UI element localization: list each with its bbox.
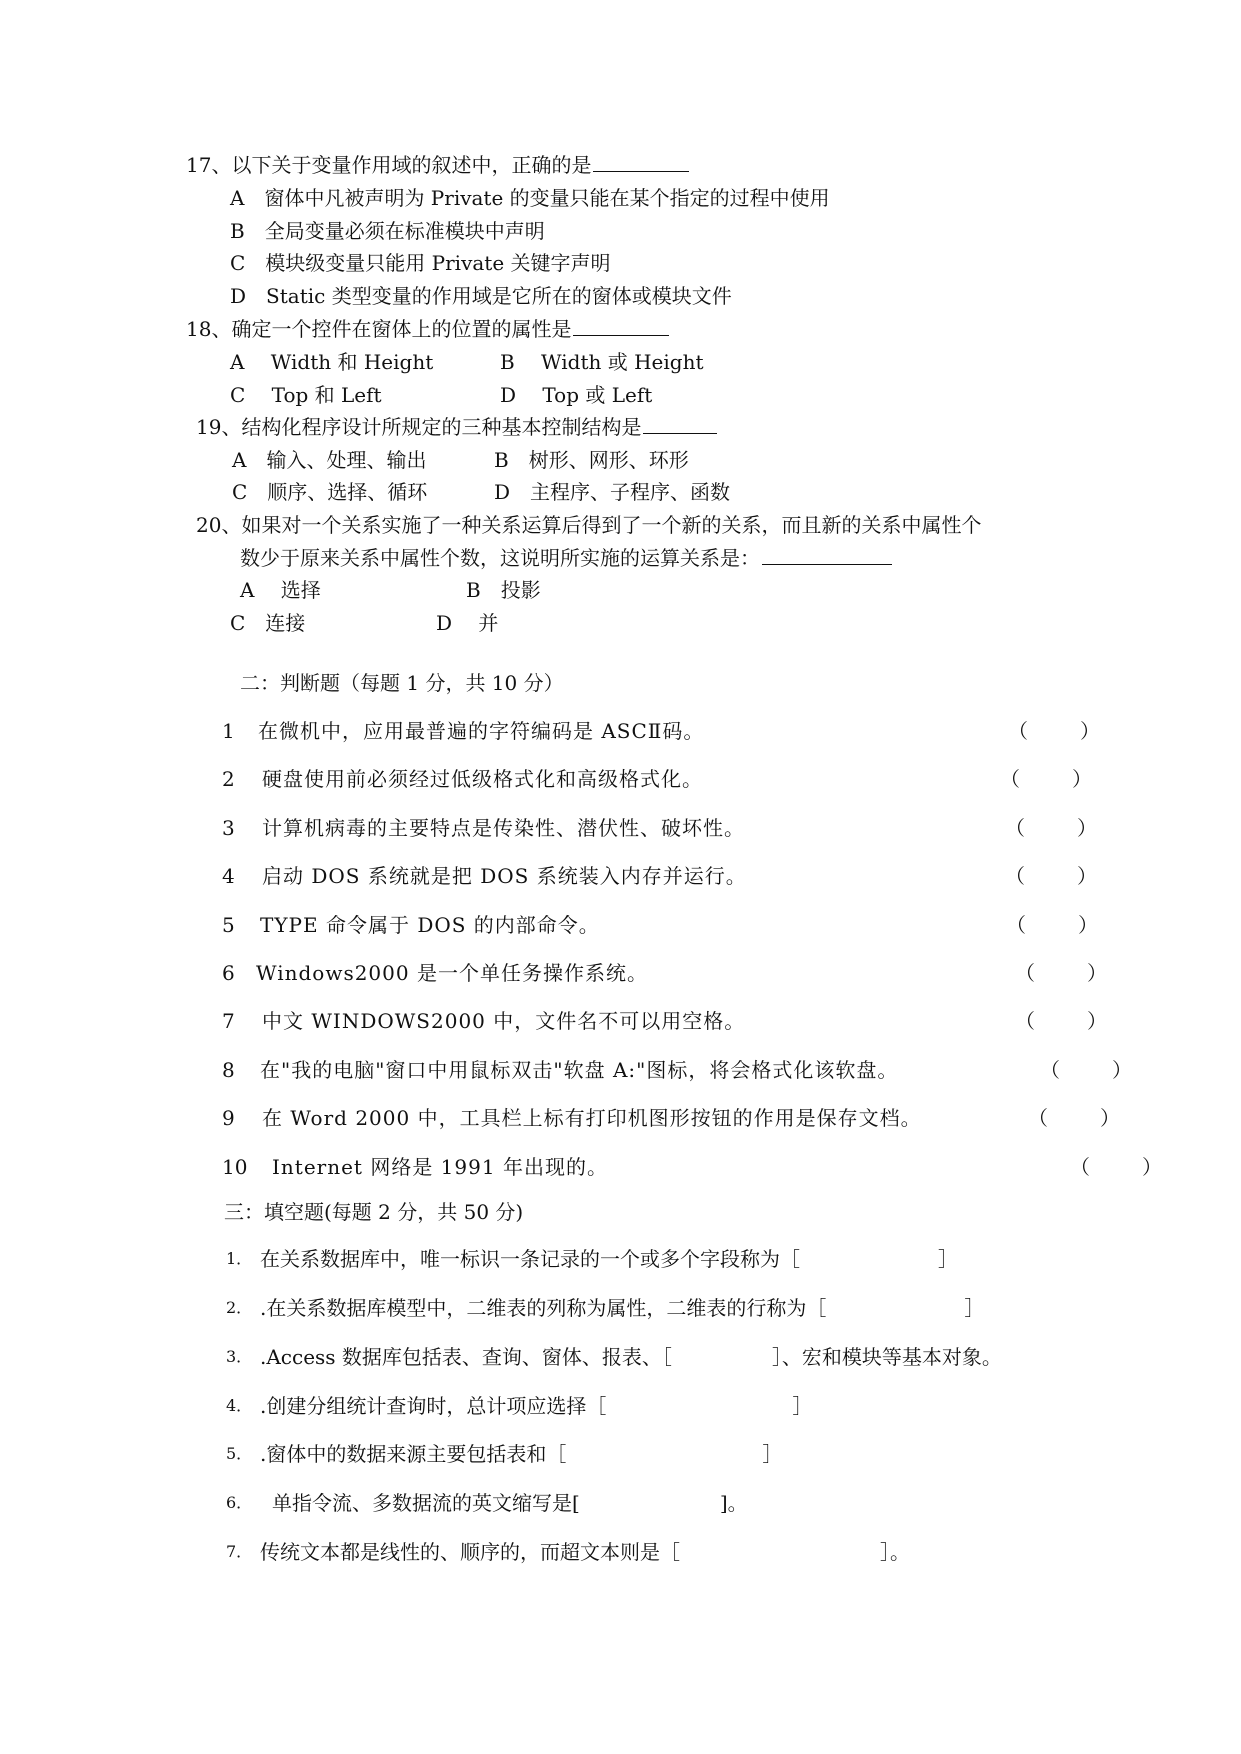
question-20-stem-line2	[240, 545, 892, 571]
answer-blank	[573, 317, 669, 336]
item-number: 1	[222, 719, 235, 743]
fill-text-after: ］。	[880, 1540, 910, 1564]
answer-blank	[643, 415, 717, 434]
item-number: 3	[222, 816, 235, 840]
answer-paren-close: ）	[1072, 767, 1092, 791]
fill-number: 3．	[226, 1347, 253, 1366]
option-18-c: C Top 和 Left	[230, 383, 382, 407]
item-text: TYPE 命令属于 DOS 的内部命令。	[260, 913, 600, 937]
fill-text-after: ]。	[719, 1491, 748, 1515]
question-17	[186, 152, 689, 178]
answer-paren-open: （	[1070, 1155, 1090, 1179]
question-19	[196, 414, 717, 440]
answer-paren-close: ）	[1080, 719, 1100, 743]
option-17-d: D Static 类型变量的作用域是它所在的窗体或模块文件	[230, 284, 732, 308]
answer-paren-close: ）	[1087, 961, 1107, 985]
answer-paren-close: ）	[1142, 1155, 1162, 1179]
fill-text-after: ］	[964, 1296, 985, 1320]
item-text: 在"我的电脑"窗口中用鼠标双击"软盘 A:"图标，将会格式化该软盘。	[260, 1058, 899, 1082]
fill-item	[272, 1490, 748, 1516]
fill-text: .Access 数据库包括表、查询、窗体、报表、［	[260, 1345, 672, 1369]
fill-item	[260, 1441, 782, 1467]
fill-number: 1．	[226, 1249, 253, 1268]
answer-paren-open: （	[1006, 913, 1026, 937]
fill-number: 5．	[226, 1444, 253, 1463]
answer-paren-close: ）	[1100, 1106, 1120, 1130]
item-text: Internet 网络是 1991 年出现的。	[272, 1155, 608, 1179]
answer-paren-close: ）	[1077, 816, 1097, 840]
item-text: 在 Word 2000 中，工具栏上标有打印机图形按钮的作用是保存文档。	[262, 1106, 922, 1130]
item-text: 硬盘使用前必须经过低级格式化和高级格式化。	[262, 767, 703, 791]
answer-blank	[762, 546, 892, 565]
fill-item	[260, 1393, 812, 1419]
answer-paren-open: （	[1015, 961, 1035, 985]
fill-text-after: ］、宏和模块等基本对象。	[771, 1345, 1002, 1369]
fill-number: 7．	[226, 1542, 253, 1561]
item-number: 10	[222, 1155, 248, 1179]
answer-paren-open: （	[1005, 864, 1025, 888]
option-18-a: A Width 和 Height	[230, 350, 434, 374]
answer-paren-open: （	[1005, 816, 1025, 840]
question-20-stem-line1: 20、如果对一个关系实施了一种关系运算后得到了一个新的关系，而且新的关系中属性个	[196, 513, 982, 537]
answer-blank	[593, 153, 689, 172]
option-20-d: D 并	[436, 611, 499, 635]
option-18-d: D Top 或 Left	[500, 383, 653, 407]
section-heading-judgement: 二：判断题（每题 1 分，共 10 分）	[240, 671, 564, 695]
answer-paren-close: ）	[1087, 1009, 1107, 1033]
item-number: 9	[222, 1106, 235, 1130]
fill-item	[260, 1344, 1002, 1370]
fill-text: .创建分组统计查询时，总计项应选择［	[260, 1394, 607, 1418]
option-20-b: B 投影	[466, 578, 541, 602]
item-number: 2	[222, 767, 235, 791]
item-text: 中文 WINDOWS2000 中，文件名不可以用空格。	[262, 1009, 746, 1033]
answer-paren-close: ）	[1078, 913, 1098, 937]
item-number: 8	[222, 1058, 235, 1082]
fill-number: 6．	[226, 1493, 253, 1512]
option-18-b: B Width 或 Height	[500, 350, 704, 374]
item-text: Windows2000 是一个单任务操作系统。	[256, 961, 648, 985]
answer-paren-close: ）	[1112, 1058, 1132, 1082]
fill-text-after: ］	[938, 1247, 958, 1271]
fill-item	[260, 1295, 984, 1321]
section-heading-fill: 三：填空题(每题 2 分，共 50 分)	[224, 1200, 524, 1224]
option-17-a: A 窗体中凡被声明为 Private 的变量只能在某个指定的过程中使用	[230, 186, 830, 210]
fill-text: .在关系数据库模型中，二维表的列称为属性，二维表的行称为［	[260, 1296, 827, 1320]
option-17-c: C 模块级变量只能用 Private 关键字声明	[230, 251, 611, 275]
fill-text-after: ］	[792, 1394, 813, 1418]
option-19-a: A 输入、处理、输出	[232, 448, 427, 472]
item-number: 4	[222, 864, 235, 888]
option-20-c: C 连接	[230, 611, 306, 635]
item-text: 计算机病毒的主要特点是传染性、潜伏性、破坏性。	[262, 816, 745, 840]
answer-paren-close: ）	[1077, 864, 1097, 888]
option-17-b: B 全局变量必须在标准模块中声明	[230, 219, 545, 243]
answer-paren-open: （	[1008, 719, 1028, 743]
answer-paren-open: （	[1040, 1058, 1060, 1082]
fill-number: 2．	[226, 1298, 253, 1317]
option-19-c: C 顺序、选择、循环	[232, 480, 428, 504]
question-20-stem: 数少于原来关系中属性个数，这说明所实施的运算关系是：	[240, 546, 760, 570]
item-number: 6	[222, 961, 235, 985]
option-19-b: B 树形、网形、环形	[494, 448, 689, 472]
item-number: 7	[222, 1009, 235, 1033]
item-text: 在微机中，应用最普遍的字符编码是 ASCⅡ码。	[258, 719, 705, 743]
answer-paren-open: （	[1000, 767, 1020, 791]
fill-text: 在关系数据库中，唯一标识一条记录的一个或多个字段称为［	[260, 1247, 800, 1271]
fill-item	[260, 1539, 910, 1565]
item-text: 启动 DOS 系统就是把 DOS 系统装入内存并运行。	[262, 864, 747, 888]
fill-text: .窗体中的数据来源主要包括表和［	[260, 1442, 567, 1466]
fill-text-after: ］	[762, 1442, 783, 1466]
answer-paren-open: （	[1028, 1106, 1048, 1130]
question-18	[186, 316, 669, 342]
fill-text: 单指令流、多数据流的英文缩写是[	[272, 1491, 580, 1515]
option-19-d: D 主程序、子程序、函数	[494, 480, 731, 504]
question-18-stem: 18、确定一个控件在窗体上的位置的属性是	[186, 317, 572, 341]
question-19-stem: 19、结构化程序设计所规定的三种基本控制结构是	[196, 415, 642, 439]
answer-paren-open: （	[1015, 1009, 1035, 1033]
fill-text: 传统文本都是线性的、顺序的，而超文本则是［	[260, 1540, 680, 1564]
item-number: 5	[222, 913, 235, 937]
fill-item	[260, 1246, 958, 1272]
question-17-stem: 17、以下关于变量作用域的叙述中，正确的是	[186, 153, 592, 177]
option-20-a: A 选择	[240, 578, 321, 602]
fill-number: 4．	[226, 1396, 253, 1415]
